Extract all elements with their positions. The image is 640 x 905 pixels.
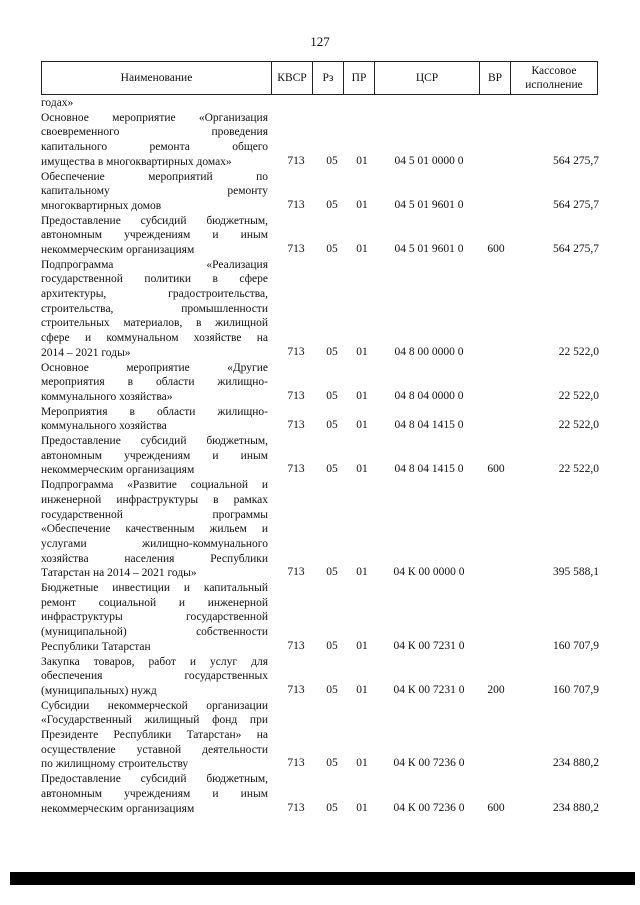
cell-rz: 05 [326, 566, 338, 579]
row-name-line: Основное мероприятие «Другие [41, 361, 268, 374]
cell-kvsr: 713 [287, 198, 305, 211]
row-name-line: Предоставление субсидий бюджетным, [41, 435, 268, 448]
row-name [41, 655, 268, 699]
cell-kvsr: 713 [287, 154, 305, 167]
row-name-line: Подпрограмма «Реализация [41, 258, 268, 271]
row-name [41, 214, 268, 258]
cell-csr: 04 8 00 0000 0 [394, 345, 464, 358]
header-pr: ПР [344, 62, 375, 95]
row-name-line: строительства, промышленности [41, 302, 268, 315]
cell-vr: 200 [487, 683, 505, 696]
cell-sum: 22 522,0 [558, 419, 599, 432]
row-name-line: своевременного проведения [41, 126, 268, 139]
row-name [41, 434, 268, 478]
row-name-line: (муниципальных) нужд [41, 684, 157, 697]
row-name-line: Предоставление субсидий бюджетным, [41, 214, 268, 227]
cell-pr: 01 [356, 639, 368, 652]
table-row [41, 258, 601, 361]
row-name-line: Обеспечение мероприятий по [41, 170, 268, 183]
row-name-line: годах» [41, 97, 74, 109]
table-row [41, 111, 601, 170]
cell-csr: 04 К 00 7236 0 [393, 801, 465, 814]
page-number: 127 [310, 34, 330, 49]
row-name-line: Мероприятия в области жилищно- [41, 405, 268, 418]
row-name-line: Бюджетные инвестиции и капитальный [41, 582, 268, 595]
row-name [41, 581, 268, 654]
row-name-line: коммунального хозяйства [41, 420, 167, 433]
cell-sum: 22 522,0 [558, 463, 599, 476]
cell-csr: 04 8 04 0000 0 [394, 389, 464, 402]
row-name-line: капитальному ремонту [41, 185, 268, 198]
table-row [41, 96, 601, 111]
cell-csr: 04 8 04 1415 0 [394, 463, 464, 476]
cell-csr: 04 5 01 0000 0 [394, 154, 464, 167]
cell-kvsr: 713 [287, 242, 305, 255]
cell-kvsr: 713 [287, 389, 305, 402]
cell-sum: 564 275,7 [553, 242, 599, 255]
cell-sum: 395 588,1 [553, 566, 599, 579]
cell-pr: 01 [356, 198, 368, 211]
cell-vr: 600 [487, 242, 505, 255]
cell-pr: 01 [356, 757, 368, 770]
row-name-line: некоммерческим организациям [41, 464, 195, 477]
cell-csr: 04 К 00 7231 0 [393, 683, 465, 696]
row-name [41, 170, 268, 214]
cell-rz: 05 [326, 801, 338, 814]
row-name-line: Основное мероприятие «Организация [41, 111, 268, 124]
cell-rz: 05 [326, 154, 338, 167]
cell-kvsr: 713 [287, 683, 305, 696]
row-name-line: архитектуры, градостроительства, [41, 288, 268, 301]
cell-rz: 05 [326, 757, 338, 770]
cell-csr: 04 К 00 0000 0 [393, 566, 465, 579]
cell-kvsr: 713 [287, 419, 305, 432]
row-name-line: Президенте Республики Татарстан» на [41, 729, 268, 742]
row-name-line: автономным учреждениям и иным [41, 229, 268, 242]
cell-csr: 04 5 01 9601 0 [394, 242, 464, 255]
cell-kvsr: 713 [287, 801, 305, 814]
table-row [41, 581, 601, 655]
row-name-line: Закупка товаров, работ и услуг для [41, 655, 268, 668]
table-header [41, 61, 598, 95]
row-name [41, 478, 268, 581]
cell-rz: 05 [326, 639, 338, 652]
row-name-line: автономным учреждениям и иным [41, 449, 268, 462]
header-csr: ЦСР [375, 62, 480, 95]
header-rz: Рз [313, 62, 344, 95]
cell-sum: 234 880,2 [553, 801, 599, 814]
header-cash-line2: исполнение [525, 79, 583, 91]
cell-rz: 05 [326, 345, 338, 358]
header-kvsr: КВСР [272, 62, 313, 95]
cell-pr: 01 [356, 242, 368, 255]
row-name-line: Республики Татарстан [41, 640, 151, 653]
row-name-line: имущества в многоквартирных домах» [41, 155, 232, 168]
cell-kvsr: 713 [287, 463, 305, 476]
cell-rz: 05 [326, 419, 338, 432]
cell-vr: 600 [487, 801, 505, 814]
cell-csr: 04 5 01 9601 0 [394, 198, 464, 211]
row-name-line: осуществление уставной деятельности [41, 743, 268, 756]
row-name-line: капитального ремонта общего [41, 141, 268, 154]
table-row [41, 699, 601, 773]
row-name-line: «Обеспечение качественным жильем и [41, 523, 268, 536]
cell-vr: 600 [487, 463, 505, 476]
table-row [41, 434, 601, 478]
row-name-line: Субсидии некоммерческой организации [41, 699, 268, 712]
table-row [41, 655, 601, 699]
row-name-line: Подпрограмма «Развитие социальной и [41, 479, 268, 492]
row-name-line: обеспечения государственных [41, 670, 268, 683]
cell-sum: 234 880,2 [553, 757, 599, 770]
cell-pr: 01 [356, 389, 368, 402]
row-name [41, 772, 268, 816]
cell-sum: 22 522,0 [558, 345, 599, 358]
row-name-line: ремонт социальной и инженерной [41, 596, 268, 609]
row-name-line: инфраструктуры государственной [41, 611, 268, 624]
row-name [41, 405, 268, 434]
row-name-line: государственной политики в сфере [41, 273, 268, 286]
row-name-line: некоммерческим организациям [41, 243, 195, 256]
row-name [41, 96, 268, 111]
cell-pr: 01 [356, 154, 368, 167]
row-name-line: некоммерческим организациям [41, 802, 195, 815]
cell-pr: 01 [356, 566, 368, 579]
cell-sum: 564 275,7 [553, 198, 599, 211]
table-row [41, 772, 601, 816]
cell-sum: 564 275,7 [553, 154, 599, 167]
table-row [41, 170, 601, 214]
row-name-line: Предоставление субсидий бюджетным, [41, 773, 268, 786]
row-name-line: услугами жилищно-коммунального [41, 537, 268, 550]
cell-rz: 05 [326, 683, 338, 696]
cell-kvsr: 713 [287, 345, 305, 358]
row-name-line: «Государственный жилищный фонд при [41, 714, 268, 727]
cell-pr: 01 [356, 801, 368, 814]
header-name: Наименование [42, 62, 272, 95]
row-name-line: инженерной инфраструктуры в рамках [41, 493, 268, 506]
cell-sum: 160 707,9 [553, 639, 599, 652]
cell-pr: 01 [356, 683, 368, 696]
row-name-line: государственной программы [41, 508, 268, 521]
cell-sum: 160 707,9 [553, 683, 599, 696]
row-name [41, 699, 268, 772]
table-row [41, 405, 601, 434]
cell-sum: 22 522,0 [558, 389, 599, 402]
cell-kvsr: 713 [287, 639, 305, 652]
row-name-line: (муниципальной) собственности [41, 626, 268, 639]
row-name-line: 2014 – 2021 годы» [41, 346, 131, 359]
cell-rz: 05 [326, 198, 338, 211]
cell-rz: 05 [326, 463, 338, 476]
cell-pr: 01 [356, 463, 368, 476]
row-name [41, 258, 268, 361]
row-name [41, 361, 268, 405]
cell-kvsr: 713 [287, 757, 305, 770]
row-name-line: многоквартирных домов [41, 199, 162, 212]
table-row [41, 214, 601, 258]
row-name-line: сфере и коммунальном хозяйстве на [41, 332, 268, 345]
cell-csr: 04 8 04 1415 0 [394, 419, 464, 432]
cell-kvsr: 713 [287, 566, 305, 579]
cell-pr: 01 [356, 345, 368, 358]
row-name [41, 111, 268, 170]
row-name-line: хозяйства населения Республики [41, 552, 268, 565]
row-name-line: Татарстан на 2014 – 2021 годы» [41, 567, 197, 580]
scan-edge-bar [10, 872, 635, 885]
cell-csr: 04 К 00 7236 0 [393, 757, 465, 770]
row-name-line: мероприятия в области жилищно- [41, 376, 268, 389]
header-cash-line1: Кассовое [531, 65, 577, 77]
header-vr: ВР [480, 62, 511, 95]
row-name-line: строительных материалов, в жилищной [41, 317, 268, 330]
cell-csr: 04 К 00 7231 0 [393, 639, 465, 652]
row-name-line: автономным учреждениям и иным [41, 787, 268, 800]
row-name-line: по жилищному строительству [41, 758, 189, 771]
cell-rz: 05 [326, 242, 338, 255]
table-row [41, 478, 601, 581]
table-row [41, 361, 601, 405]
cell-rz: 05 [326, 389, 338, 402]
header-cash [511, 62, 598, 95]
cell-pr: 01 [356, 419, 368, 432]
row-name-line: коммунального хозяйства» [41, 390, 173, 403]
